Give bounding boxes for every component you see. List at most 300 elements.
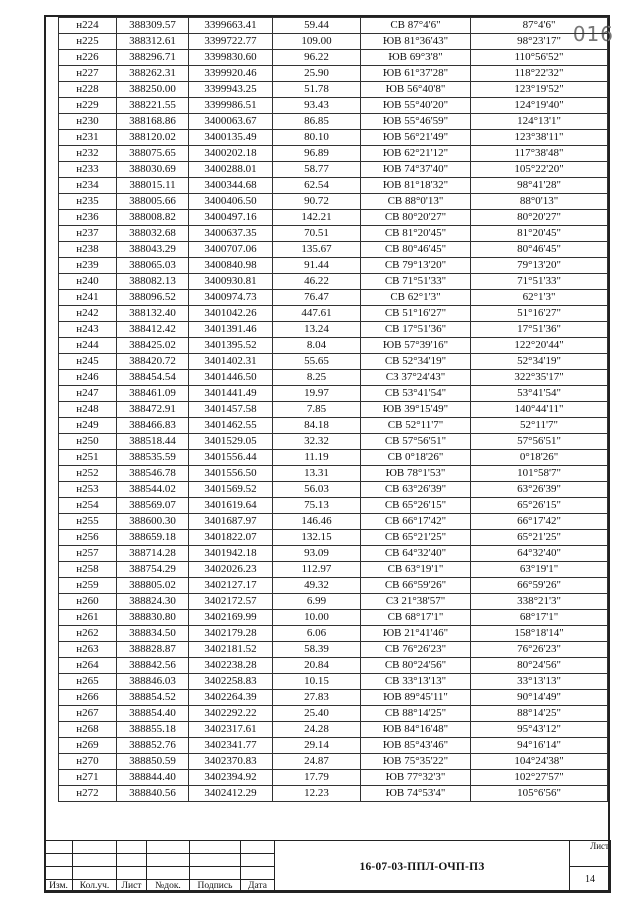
azimuth-cell: 68°17'1" [471,610,608,626]
azimuth-cell: 110°56'52" [471,50,608,66]
point-id-cell: н236 [59,210,117,226]
distance-cell: 91.44 [273,258,361,274]
point-id-cell: н269 [59,738,117,754]
distance-cell: 25.40 [273,706,361,722]
table-row [59,274,608,290]
coord-x-cell: 388312.61 [117,34,189,50]
rhumb-cell: СВ 51°16'27" [361,306,471,322]
coord-x-cell: 388420.72 [117,354,189,370]
coord-y-cell: 3402258.83 [189,674,273,690]
coord-y-cell: 3401687.97 [189,514,273,530]
rhumb-cell: ЮВ 77°32'3" [361,770,471,786]
distance-cell: 6.99 [273,594,361,610]
table-row [59,706,608,722]
rhumb-cell: СЗ 21°38'57" [361,594,471,610]
distance-cell: 24.87 [273,754,361,770]
rev-cell [147,841,190,854]
point-id-cell: н237 [59,226,117,242]
table-row [59,370,608,386]
page-stamp-number: 016 [572,22,614,46]
rhumb-cell: СВ 76°26'23" [361,642,471,658]
document-code: 16-07-03-ППЛ-ОЧП-ПЗ [275,841,570,893]
table-row [59,34,608,50]
point-id-cell: н235 [59,194,117,210]
table-row [59,226,608,242]
rhumb-cell: ЮВ 21°41'46" [361,626,471,642]
point-id-cell: н270 [59,754,117,770]
rev-cell [117,854,147,867]
azimuth-cell: 122°20'44" [471,338,608,354]
azimuth-cell: 88°14'25" [471,706,608,722]
distance-cell: 75.13 [273,498,361,514]
point-id-cell: н242 [59,306,117,322]
table-row [59,642,608,658]
azimuth-cell: 66°59'26" [471,578,608,594]
coord-y-cell: 3400135.49 [189,130,273,146]
point-id-cell: н251 [59,450,117,466]
table-row [59,754,608,770]
rhumb-cell: ЮВ 81°18'32" [361,178,471,194]
coord-y-cell: 3400406.50 [189,194,273,210]
table-row [59,354,608,370]
coord-x-cell: 388535.59 [117,450,189,466]
distance-cell: 19.97 [273,386,361,402]
coord-x-cell: 388855.18 [117,722,189,738]
point-id-cell: н240 [59,274,117,290]
distance-cell: 25.90 [273,66,361,82]
table-row [59,530,608,546]
azimuth-cell: 80°46'45" [471,242,608,258]
azimuth-cell: 95°43'12" [471,722,608,738]
rev-cell [190,841,241,854]
distance-cell: 58.77 [273,162,361,178]
rev-cell [117,841,147,854]
coord-x-cell: 388309.57 [117,18,189,34]
distance-cell: 62.54 [273,178,361,194]
distance-cell: 13.24 [273,322,361,338]
coord-x-cell: 388754.29 [117,562,189,578]
azimuth-cell: 98°23'17" [471,34,608,50]
table-row [59,594,608,610]
header-date: Дата [241,880,275,893]
coord-y-cell: 3402238.28 [189,658,273,674]
coord-x-cell: 388844.40 [117,770,189,786]
table-row [59,290,608,306]
distance-cell: 10.15 [273,674,361,690]
point-id-cell: н228 [59,82,117,98]
rhumb-cell: ЮВ 69°3'8" [361,50,471,66]
table-row [59,386,608,402]
rhumb-cell: ЮВ 75°35'22" [361,754,471,770]
coord-y-cell: 3401441.49 [189,386,273,402]
point-id-cell: н247 [59,386,117,402]
point-id-cell: н255 [59,514,117,530]
coord-y-cell: 3401391.46 [189,322,273,338]
coord-y-cell: 3402026.23 [189,562,273,578]
distance-cell: 58.39 [273,642,361,658]
azimuth-cell: 94°16'14" [471,738,608,754]
coord-x-cell: 388834.50 [117,626,189,642]
azimuth-cell: 124°13'1" [471,114,608,130]
azimuth-cell: 79°13'20" [471,258,608,274]
point-id-cell: н233 [59,162,117,178]
azimuth-cell: 322°35'17" [471,370,608,386]
table-row [59,66,608,82]
coord-y-cell: 3400497.16 [189,210,273,226]
distance-cell: 10.00 [273,610,361,626]
table-row [59,626,608,642]
distance-cell: 93.09 [273,546,361,562]
azimuth-cell: 87°4'6" [471,18,608,34]
point-id-cell: н243 [59,322,117,338]
coord-x-cell: 388075.65 [117,146,189,162]
point-id-cell: н225 [59,34,117,50]
distance-cell: 20.84 [273,658,361,674]
coord-x-cell: 388569.07 [117,498,189,514]
distance-cell: 11.19 [273,450,361,466]
table-row [59,738,608,754]
coord-x-cell: 388461.09 [117,386,189,402]
coord-x-cell: 388043.29 [117,242,189,258]
table-row [59,178,608,194]
rhumb-cell: СВ 52°34'19" [361,354,471,370]
azimuth-cell: 51°16'27" [471,306,608,322]
rhumb-cell: ЮВ 62°21'12" [361,146,471,162]
point-id-cell: н245 [59,354,117,370]
coord-y-cell: 3401462.55 [189,418,273,434]
coord-y-cell: 3401402.31 [189,354,273,370]
coord-y-cell: 3400930.81 [189,274,273,290]
azimuth-cell: 105°6'56" [471,786,608,802]
azimuth-cell: 63°26'39" [471,482,608,498]
coord-x-cell: 388454.54 [117,370,189,386]
distance-cell: 32.32 [273,434,361,450]
coord-x-cell: 388008.82 [117,210,189,226]
rev-cell [147,867,190,880]
coord-x-cell: 388005.66 [117,194,189,210]
rhumb-cell: СВ 65°21'25" [361,530,471,546]
distance-cell: 7.85 [273,402,361,418]
azimuth-cell: 101°58'7" [471,466,608,482]
table-row [59,82,608,98]
distance-cell: 96.22 [273,50,361,66]
point-id-cell: н227 [59,66,117,82]
distance-cell: 80.10 [273,130,361,146]
sheet-label: Лист [570,841,611,867]
coord-x-cell: 388120.02 [117,130,189,146]
azimuth-cell: 118°22'32" [471,66,608,82]
table-row [59,658,608,674]
rhumb-cell: СВ 80°46'45" [361,242,471,258]
coord-y-cell: 3399943.25 [189,82,273,98]
rhumb-cell: СВ 88°14'25" [361,706,471,722]
point-id-cell: н238 [59,242,117,258]
table-row [59,418,608,434]
coord-y-cell: 3401529.05 [189,434,273,450]
rev-cell [241,867,275,880]
coord-y-cell: 3401822.07 [189,530,273,546]
distance-cell: 24.28 [273,722,361,738]
rhumb-cell: СВ 88°0'13" [361,194,471,210]
distance-cell: 132.15 [273,530,361,546]
coord-x-cell: 388854.52 [117,690,189,706]
coord-y-cell: 3399920.46 [189,66,273,82]
distance-cell: 51.78 [273,82,361,98]
coord-y-cell: 3401457.58 [189,402,273,418]
coordinates-table [58,17,608,802]
point-id-cell: н241 [59,290,117,306]
rhumb-cell: ЮВ 56°21'49" [361,130,471,146]
table-row [59,498,608,514]
coord-x-cell: 388221.55 [117,98,189,114]
azimuth-cell: 63°19'1" [471,562,608,578]
rhumb-cell: ЮВ 74°53'4" [361,786,471,802]
coord-x-cell: 388546.78 [117,466,189,482]
rhumb-cell: СВ 52°11'7" [361,418,471,434]
distance-cell: 109.00 [273,34,361,50]
coord-x-cell: 388425.02 [117,338,189,354]
distance-cell: 17.79 [273,770,361,786]
distance-cell: 59.44 [273,18,361,34]
distance-cell: 55.65 [273,354,361,370]
distance-cell: 13.31 [273,466,361,482]
table-row [59,514,608,530]
azimuth-cell: 117°38'48" [471,146,608,162]
azimuth-cell: 90°14'49" [471,690,608,706]
coord-y-cell: 3400344.68 [189,178,273,194]
header-kol-uch: Кол.уч. [73,880,117,893]
coord-x-cell: 388840.56 [117,786,189,802]
point-id-cell: н267 [59,706,117,722]
coord-x-cell: 388096.52 [117,290,189,306]
azimuth-cell: 64°32'40" [471,546,608,562]
distance-cell: 49.32 [273,578,361,594]
point-id-cell: н268 [59,722,117,738]
coord-y-cell: 3400707.06 [189,242,273,258]
azimuth-cell: 104°24'38" [471,754,608,770]
rhumb-cell: СЗ 37°24'43" [361,370,471,386]
distance-cell: 96.89 [273,146,361,162]
azimuth-cell: 65°21'25" [471,530,608,546]
rev-cell [190,867,241,880]
rev-cell [190,854,241,867]
distance-cell: 90.72 [273,194,361,210]
point-id-cell: н226 [59,50,117,66]
azimuth-cell: 158°18'14" [471,626,608,642]
rhumb-cell: СВ 17°51'36" [361,322,471,338]
coord-y-cell: 3402127.17 [189,578,273,594]
coord-y-cell: 3401942.18 [189,546,273,562]
rhumb-cell: СВ 57°56'51" [361,434,471,450]
rhumb-cell: ЮВ 84°16'48" [361,722,471,738]
azimuth-cell: 65°26'15" [471,498,608,514]
distance-cell: 12.23 [273,786,361,802]
table-row [59,146,608,162]
rhumb-cell: СВ 80°20'27" [361,210,471,226]
coord-x-cell: 388472.91 [117,402,189,418]
rhumb-cell: ЮВ 55°46'59" [361,114,471,130]
table-row [59,674,608,690]
rhumb-cell: СВ 0°18'26" [361,450,471,466]
sheet-number: 14 [570,867,611,893]
header-list: Лист [117,880,147,893]
table-row [59,162,608,178]
header-doc-no: №док. [147,880,190,893]
coord-y-cell: 3402292.22 [189,706,273,722]
distance-cell: 70.51 [273,226,361,242]
point-id-cell: н264 [59,658,117,674]
distance-cell: 8.04 [273,338,361,354]
coord-x-cell: 388065.03 [117,258,189,274]
table-row [59,722,608,738]
coord-y-cell: 3402394.92 [189,770,273,786]
rhumb-cell: СВ 79°13'20" [361,258,471,274]
point-id-cell: н246 [59,370,117,386]
rev-cell [241,841,275,854]
coord-y-cell: 3402317.61 [189,722,273,738]
distance-cell: 8.25 [273,370,361,386]
coord-x-cell: 388850.59 [117,754,189,770]
coord-y-cell: 3401042.26 [189,306,273,322]
table-row [59,434,608,450]
table-row [59,610,608,626]
header-signature: Подпись [190,880,241,893]
table-row [59,18,608,34]
rhumb-cell: СВ 62°1'3" [361,290,471,306]
point-id-cell: н248 [59,402,117,418]
coord-x-cell: 388082.13 [117,274,189,290]
coord-y-cell: 3402264.39 [189,690,273,706]
rhumb-cell: ЮВ 78°1'53" [361,466,471,482]
coord-y-cell: 3402370.83 [189,754,273,770]
coord-x-cell: 388015.11 [117,178,189,194]
coord-x-cell: 388518.44 [117,434,189,450]
table-row [59,258,608,274]
header-izm: Изм. [45,880,73,893]
table-row [59,786,608,802]
coord-y-cell: 3401395.52 [189,338,273,354]
point-id-cell: н232 [59,146,117,162]
coordinates-table-body [59,18,608,802]
coord-x-cell: 388828.87 [117,642,189,658]
coord-y-cell: 3399986.51 [189,98,273,114]
coord-x-cell: 388466.83 [117,418,189,434]
distance-cell: 6.06 [273,626,361,642]
coord-x-cell: 388830.80 [117,610,189,626]
coord-y-cell: 3400637.35 [189,226,273,242]
distance-cell: 86.85 [273,114,361,130]
azimuth-cell: 105°22'20" [471,162,608,178]
rhumb-cell: ЮВ 57°39'16" [361,338,471,354]
azimuth-cell: 140°44'11" [471,402,608,418]
rhumb-cell: СВ 63°19'1" [361,562,471,578]
distance-cell: 146.46 [273,514,361,530]
coord-y-cell: 3402412.29 [189,786,273,802]
coord-x-cell: 388659.18 [117,530,189,546]
rev-cell [45,841,73,854]
point-id-cell: н256 [59,530,117,546]
coord-y-cell: 3402341.77 [189,738,273,754]
rhumb-cell: ЮВ 85°43'46" [361,738,471,754]
coord-x-cell: 388846.03 [117,674,189,690]
table-row [59,770,608,786]
coord-y-cell: 3399722.77 [189,34,273,50]
distance-cell: 93.43 [273,98,361,114]
azimuth-cell: 123°38'11" [471,130,608,146]
coord-x-cell: 388132.40 [117,306,189,322]
rhumb-cell: ЮВ 81°36'43" [361,34,471,50]
coord-y-cell: 3400288.01 [189,162,273,178]
azimuth-cell: 102°27'57" [471,770,608,786]
azimuth-cell: 88°0'13" [471,194,608,210]
coord-x-cell: 388714.28 [117,546,189,562]
point-id-cell: н261 [59,610,117,626]
table-row [59,130,608,146]
coord-y-cell: 3402181.52 [189,642,273,658]
table-row [59,562,608,578]
coord-y-cell: 3401446.50 [189,370,273,386]
rev-cell [117,867,147,880]
rhumb-cell: СВ 63°26'39" [361,482,471,498]
table-row [59,322,608,338]
rhumb-cell: ЮВ 61°37'28" [361,66,471,82]
azimuth-cell: 80°20'27" [471,210,608,226]
rhumb-cell: ЮВ 89°45'11" [361,690,471,706]
rev-cell [73,841,117,854]
point-id-cell: н224 [59,18,117,34]
rhumb-cell: СВ 68°17'1" [361,610,471,626]
distance-cell: 112.97 [273,562,361,578]
point-id-cell: н230 [59,114,117,130]
point-id-cell: н263 [59,642,117,658]
rhumb-cell: ЮВ 56°40'8" [361,82,471,98]
rhumb-cell: ЮВ 74°37'40" [361,162,471,178]
point-id-cell: н259 [59,578,117,594]
distance-cell: 29.14 [273,738,361,754]
rhumb-cell: СВ 64°32'40" [361,546,471,562]
point-id-cell: н253 [59,482,117,498]
azimuth-cell: 71°51'33" [471,274,608,290]
coord-y-cell: 3401556.44 [189,450,273,466]
distance-cell: 84.18 [273,418,361,434]
table-row [59,98,608,114]
distance-cell: 447.61 [273,306,361,322]
azimuth-cell: 52°11'7" [471,418,608,434]
point-id-cell: н234 [59,178,117,194]
azimuth-cell: 81°20'45" [471,226,608,242]
table-row [59,450,608,466]
rhumb-cell: СВ 65°26'15" [361,498,471,514]
table-row [59,114,608,130]
distance-cell: 142.21 [273,210,361,226]
coord-y-cell: 3401619.64 [189,498,273,514]
coord-y-cell: 3402169.99 [189,610,273,626]
rev-cell [147,854,190,867]
coord-x-cell: 388805.02 [117,578,189,594]
table-row [59,690,608,706]
point-id-cell: н271 [59,770,117,786]
table-row [59,50,608,66]
point-id-cell: н252 [59,466,117,482]
rhumb-cell: СВ 81°20'45" [361,226,471,242]
coord-y-cell: 3400974.73 [189,290,273,306]
coord-y-cell: 3400840.98 [189,258,273,274]
point-id-cell: н262 [59,626,117,642]
distance-cell: 56.03 [273,482,361,498]
rhumb-cell: СВ 66°17'42" [361,514,471,530]
azimuth-cell: 123°19'52" [471,82,608,98]
table-row [59,306,608,322]
